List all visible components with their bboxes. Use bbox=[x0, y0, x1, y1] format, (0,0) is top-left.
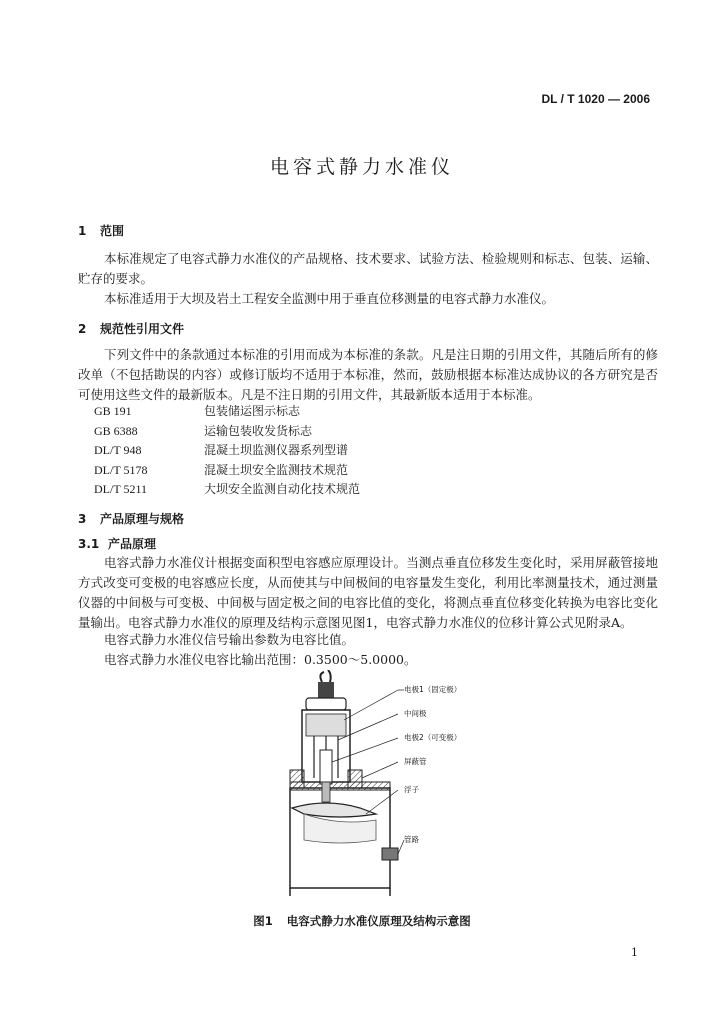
section-title: 范围 bbox=[100, 224, 125, 238]
label-pipe: 管路 bbox=[404, 835, 419, 844]
float-stem bbox=[322, 782, 330, 802]
section-number: 1 bbox=[78, 224, 87, 238]
section-title: 产品原理与规格 bbox=[100, 512, 185, 526]
reference-item bbox=[94, 461, 360, 481]
section-2-heading bbox=[78, 320, 184, 337]
reference-code: GB 191 bbox=[94, 404, 132, 418]
vessel-lid bbox=[290, 782, 390, 790]
document-title: 电容式静力水准仪 bbox=[269, 156, 454, 178]
reference-title: 混凝土坝安全监测技术规范 bbox=[204, 462, 349, 477]
cable-gland bbox=[318, 682, 334, 698]
subsection-number: 3.1 bbox=[78, 537, 100, 551]
standard-number: DL / T 1020 — 2006 bbox=[541, 92, 650, 106]
reference-code: DL/T 948 bbox=[94, 443, 142, 457]
paragraph: 电容式静力水准仪电容比输出范围：0.3500～5.0000。 bbox=[104, 652, 417, 667]
reference-code: DL/T 5211 bbox=[94, 482, 147, 496]
paragraph: 本标准规定了电容式静力水准仪的产品规格、技术要求、试验方法、检验规则和标志、包装、运输、贮存的要求。 bbox=[78, 251, 658, 286]
reference-item bbox=[94, 422, 360, 442]
label-variable-electrode: 电极2（可变极） bbox=[404, 733, 462, 742]
paragraph: 本标准适用于大坝及岩土工程安全监测中用于垂直位移测量的电容式静力水准仪。 bbox=[104, 291, 555, 306]
section-3-heading bbox=[78, 510, 184, 527]
cable-icon bbox=[320, 670, 330, 682]
subsection-title: 产品原理 bbox=[108, 537, 157, 551]
reference-title: 包装储运图示标志 bbox=[204, 404, 301, 418]
reference-title: 混凝土坝监测仪器系列型谱 bbox=[204, 443, 349, 457]
label-shield-tube: 屏蔽管 bbox=[404, 757, 427, 766]
reference-code: GB 6388 bbox=[94, 423, 138, 438]
fixed-electrode bbox=[306, 714, 346, 736]
section-title: 规范性引用文件 bbox=[100, 322, 185, 336]
section-1-heading bbox=[78, 222, 124, 239]
label-float: 浮子 bbox=[404, 785, 419, 794]
reference-title: 运输包装收发货标志 bbox=[204, 423, 313, 438]
section-number: 2 bbox=[78, 322, 87, 336]
label-middle-electrode: 中间极 bbox=[404, 709, 427, 718]
figure-number: 图1 bbox=[253, 914, 273, 928]
level-gauge-schematic bbox=[280, 670, 510, 900]
paragraph: 下列文件中的条款通过本标准的引用而成为本标准的条款。凡是注日期的引用文件，其随后所有的修改单（不包括勘误的内容）或修订版均不适用于本标准，然而，鼓励根据本标准达成协议的各方研究是否可使用这些文件的最新版本。凡是不注日期的引用文件，其最新版本适用于本标准。 bbox=[78, 347, 658, 402]
section-number: 3 bbox=[78, 512, 87, 526]
subsection-3-1-heading bbox=[78, 535, 156, 552]
paragraph: 电容式静力水准仪信号输出参数为电容比值。 bbox=[104, 632, 355, 647]
electrode-housing-cap bbox=[306, 698, 346, 710]
reference-item bbox=[94, 480, 360, 500]
variable-electrode bbox=[320, 750, 332, 784]
pipe bbox=[382, 848, 398, 860]
figure-caption-text: 电容式静力水准仪原理及结构示意图 bbox=[286, 914, 471, 928]
paragraph: 电容式静力水准仪计根据变面积型电容感应原理设计。当测点垂直位移发生变化时，采用屏蔽管接地方式改变可变极的电容感应长度，从而使其与中间极间的电容量发生变化，利用比率测量技术，通过测量仪器的中间极与可变极、中间极与固定极之间的电容比值的变化，将测点垂直位移变化转换为电容比变化量输出。电容式静力水准仪的原理及结构示意图见图1，电容式静力水准仪的位移计算公式见附录A。 bbox=[78, 555, 658, 630]
label-fixed-electrode: 电极1（固定极） bbox=[404, 685, 462, 694]
reference-list bbox=[94, 402, 360, 500]
reference-title: 大坝安全监测自动化技术规范 bbox=[204, 482, 361, 496]
figure-caption bbox=[0, 913, 724, 929]
reference-item bbox=[94, 402, 360, 422]
reference-item bbox=[94, 441, 360, 461]
page-number: 1 bbox=[631, 946, 638, 959]
figure-1-diagram bbox=[280, 670, 510, 900]
reference-code: DL/T 5178 bbox=[94, 462, 148, 477]
